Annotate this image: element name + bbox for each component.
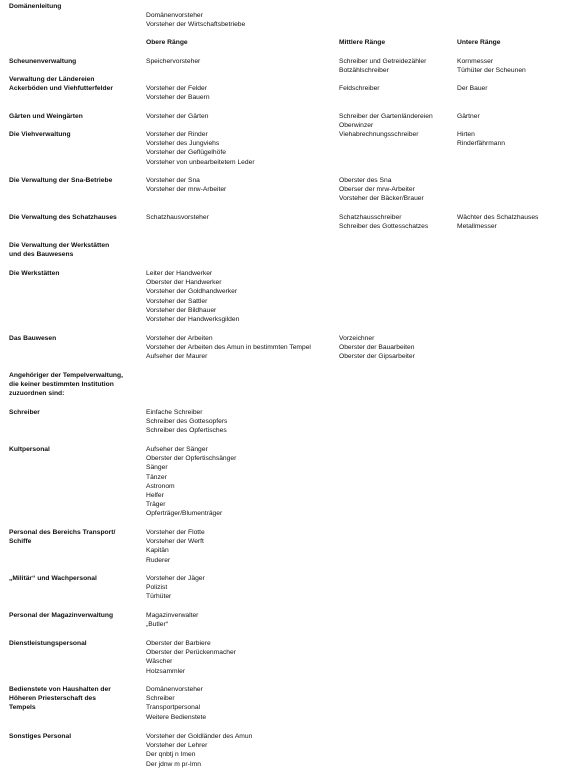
row-label-line: „Militär“ und Wachpersonal [9, 575, 97, 582]
row-label-line: Schiffe [9, 538, 32, 546]
upper-ranks-cell [146, 732, 341, 769]
cell-line: „Butler“ [146, 621, 168, 629]
cell-line: Wächter des Schatzhauses [457, 214, 539, 221]
cell-line: Der Bauer [457, 85, 488, 92]
middle-ranks-cell [339, 176, 457, 204]
cell-line: Vorsteher der Bäcker/Brauer [339, 195, 424, 203]
cell-line: Oberster der Barbiere [146, 640, 211, 647]
cell-line: Träger [146, 501, 166, 509]
cell-line: Domänenvorsteher [146, 686, 203, 693]
row-label-line: Personal des Bereichs Transport/ [9, 529, 116, 536]
lower-ranks-cell [457, 112, 565, 121]
row-label [9, 334, 141, 343]
cell-line: Gärtner [457, 113, 480, 120]
row-label-line: Gärten und Weingärten [9, 113, 83, 120]
cell-line: Oberster der Opfertischsänger [146, 455, 237, 463]
cell-line: Hirten [457, 131, 475, 138]
cell-line: Vorsteher der Sattler [146, 297, 208, 305]
cell-line: Ruderer [146, 556, 171, 564]
upper-ranks-cell [146, 528, 341, 565]
cell-line: Aufseher der Sänger [146, 446, 208, 453]
cell-line: Vorsteher der Goldländer des Amun [146, 733, 253, 740]
middle-ranks-cell [339, 334, 457, 362]
row-label-line: Scheunenverwaltung [9, 58, 77, 65]
row-label [9, 639, 141, 648]
cell-line: Türhüter der Scheunen [457, 67, 526, 75]
upper-ranks-cell [146, 445, 341, 519]
row-label [9, 685, 141, 713]
lower-ranks-cell [457, 57, 565, 75]
cell-line: Tänzer [146, 473, 167, 481]
cell-line: Domänenvorsteher [146, 12, 203, 19]
cell-line: Magazinverwalter [146, 612, 199, 619]
cell-line: Kapitän [146, 547, 169, 555]
upper-ranks-cell [146, 112, 341, 121]
row-label-line: Ackerböden und Viehfutterfelder [9, 85, 113, 93]
row-label-line: Kultpersonal [9, 446, 50, 453]
cell-line: Oberwinzer [339, 122, 374, 130]
upper-ranks-cell [146, 213, 341, 222]
lower-ranks-cell [457, 84, 565, 93]
upper-ranks-cell [146, 574, 341, 602]
cell-line: Aufseher der Maurer [146, 353, 208, 361]
cell-line: Polizist [146, 584, 168, 592]
cell-line: Feldschreiber [339, 85, 380, 92]
cell-line: Oberser der mrw-Arbeiter [339, 186, 415, 194]
cell-line: Vorsteher der Sna [146, 177, 200, 184]
row-label [9, 75, 141, 93]
cell-line: Schreiber der Gartenländereien [339, 113, 433, 120]
upper-ranks-cell [146, 84, 341, 102]
cell-line: Transportpersonal [146, 704, 201, 712]
row-label-line: Die Verwaltung der Sna-Betriebe [9, 177, 113, 184]
cell-line: Oberster der Perückenmacher [146, 649, 236, 657]
middle-ranks-cell [339, 213, 457, 231]
row-label-line: Die Verwaltung der Werkstätten [9, 242, 110, 249]
header-upper-ranks: Obere Ränge [146, 39, 188, 46]
cell-line: Vorsteher der Rinder [146, 131, 208, 138]
cell-line: Schreiber des Opfertisches [146, 427, 227, 435]
row-label-line: Tempels [9, 704, 36, 712]
header-middle-ranks: Mittlere Ränge [339, 39, 386, 46]
cell-line: Wäscher [146, 658, 173, 666]
middle-ranks-cell [339, 130, 457, 139]
row-label [9, 241, 141, 259]
upper-ranks-cell [146, 611, 341, 629]
cell-line: Rinderfährmann [457, 140, 505, 148]
row-label-line: die keiner bestimmten Institution [9, 381, 114, 389]
cell-line: Vorsteher der Flotte [146, 529, 205, 536]
upper-ranks-cell [146, 334, 341, 362]
cell-line: Schatzhausschreiber [339, 214, 402, 221]
cell-line: Schatzhausvorsteher [146, 214, 209, 221]
upper-ranks-cell [146, 639, 341, 676]
upper-ranks-cell [146, 685, 341, 722]
cell-line: Vorsteher der Jäger [146, 575, 205, 582]
row-label-line: Schreiber [9, 409, 40, 416]
row-label-line: Höheren Priesterschaft des [9, 695, 96, 703]
row-label-line: Die Viehverwaltung [9, 131, 71, 138]
cell-line: Der qnbtj n Imen [146, 751, 196, 759]
row-label-line: Bedienstete von Haushalten der [9, 686, 111, 693]
upper-ranks-cell [146, 176, 341, 194]
row-label-line: Dienstleistungspersonal [9, 640, 87, 647]
upper-ranks-cell [146, 269, 341, 324]
row-label-line: Domänenleitung [9, 3, 62, 10]
row-label [9, 2, 141, 11]
cell-line: Sänger [146, 464, 168, 472]
row-label-line: Das Bauwesen [9, 335, 57, 342]
upper-ranks-cell [146, 130, 341, 167]
cell-line: Vorsteher der mrw-Arbeiter [146, 186, 227, 194]
middle-ranks-cell [339, 84, 457, 93]
cell-line: Oberster der Gipsarbeiter [339, 353, 415, 361]
cell-line: Botzählschreiber [339, 67, 389, 75]
cell-line: Helfer [146, 492, 164, 500]
row-label [9, 57, 141, 66]
row-label [9, 408, 141, 417]
cell-line: Oberster des Sna [339, 177, 392, 184]
row-label [9, 176, 141, 185]
row-label [9, 528, 141, 546]
row-label-line: Die Werkstätten [9, 270, 60, 277]
row-label [9, 732, 141, 741]
row-label [9, 130, 141, 139]
upper-ranks-cell [146, 11, 341, 29]
cell-line: Vorsteher der Gärten [146, 113, 209, 120]
row-label-line: Die Verwaltung des Schatzhauses [9, 214, 117, 221]
upper-ranks-cell [146, 57, 341, 66]
row-label [9, 269, 141, 278]
cell-line: Vorsteher der Handwerksgilden [146, 316, 240, 324]
row-label-line: Angehöriger der Tempelverwaltung, [9, 372, 123, 379]
cell-line: Vorsteher der Felder [146, 85, 207, 92]
cell-line: Vorsteher der Arbeiten [146, 335, 213, 342]
cell-line: Vorsteher des Jungviehs [146, 140, 220, 148]
header-lower-ranks: Untere Ränge [457, 39, 501, 46]
upper-ranks-cell [146, 408, 341, 436]
cell-line: Einfache Schreiber [146, 409, 203, 416]
row-label [9, 574, 141, 583]
middle-ranks-cell [339, 57, 457, 75]
cell-line: Kornmesser [457, 58, 494, 65]
cell-line: Leiter der Handwerker [146, 270, 213, 277]
cell-line: Schreiber des Gottesopfers [146, 418, 228, 426]
cell-line: Metallmesser [457, 223, 497, 231]
cell-line: Oberster der Handwerker [146, 279, 222, 287]
cell-line: Der jdnw m pr-Imn [146, 760, 201, 768]
cell-line: Vorsteher der Werft [146, 538, 204, 546]
row-label [9, 213, 141, 222]
cell-line: Vorsteher der Geflügelhöfe [146, 149, 226, 157]
cell-line: Vorsteher der Goldhandwerker [146, 288, 238, 296]
cell-line: Speichervorsteher [146, 58, 201, 65]
cell-line: Viehabrechnungsschreiber [339, 131, 419, 138]
row-label [9, 112, 141, 121]
row-label [9, 371, 141, 399]
lower-ranks-cell [457, 130, 565, 148]
middle-ranks-cell [339, 112, 457, 130]
cell-line: Schreiber des Gottesschatzes [339, 223, 429, 231]
row-label-line: und des Bauwesens [9, 251, 74, 259]
cell-line: Vorsteher von unbearbeitetem Leder [146, 158, 255, 166]
cell-line: Vorsteher der Lehrer [146, 742, 208, 750]
row-label-line: Verwaltung der Ländereien [9, 76, 95, 83]
cell-line: Astronom [146, 482, 175, 490]
row-label-line: Sonstiges Personal [9, 733, 72, 740]
cell-line: Schreiber [146, 695, 175, 703]
cell-line: Schreiber und Getreidezähler [339, 58, 427, 65]
row-label [9, 611, 141, 620]
cell-line: Vorzeichner [339, 335, 375, 342]
cell-line: Vorsteher der Arbeiten des Amun in bestimmten Tempel [146, 344, 311, 352]
lower-ranks-cell [457, 213, 565, 231]
cell-line: Vorsteher der Wirtschaftsbetriebe [146, 21, 246, 29]
cell-line: Holzsammler [146, 667, 186, 675]
cell-line: Vorsteher der Bauern [146, 94, 210, 102]
cell-line: Weitere Bedienstete [146, 713, 207, 721]
cell-line: Vorsteher der Bildhauer [146, 306, 217, 314]
cell-line: Oberster der Bauarbeiten [339, 344, 415, 352]
cell-line: Türhüter [146, 593, 172, 601]
cell-line: Opferträger/Blumenträger [146, 510, 223, 518]
row-label-line: zuzuordnen sind: [9, 390, 65, 398]
row-label-line: Personal der Magazinverwaltung [9, 612, 114, 619]
row-label [9, 445, 141, 454]
